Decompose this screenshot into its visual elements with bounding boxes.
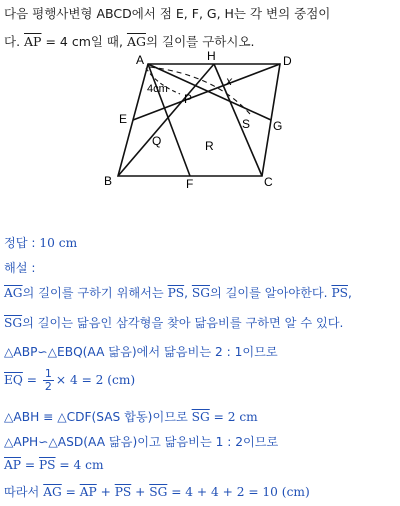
text: =	[22, 373, 41, 387]
segment-ps: $\overline{PS}$	[114, 485, 132, 499]
text: 의 길이는 닮음인 삼각형을 찾아 닮음비를 구하면 알 수 있다.	[22, 316, 344, 330]
label-4cm: 4cm	[147, 83, 168, 95]
segment-sg: $\overline{SG}$	[191, 410, 210, 424]
segment-ap: $\overline{AP}$	[4, 458, 22, 472]
parallelogram-figure	[0, 40, 400, 240]
label-p: P	[184, 92, 193, 106]
label-s: S	[242, 117, 251, 131]
segment-ag: $\overline{AG}$	[4, 286, 23, 300]
fraction-numerator: 1	[44, 367, 52, 380]
segment-sg: $\overline{SG}$	[191, 286, 210, 300]
label-r: R	[205, 139, 214, 153]
label-e: E	[119, 112, 128, 126]
solution-line-6: △APH∽△ASD(AA 닮음)이고 닮음비는 1 : 2이므로	[4, 435, 279, 449]
label-h: H	[207, 49, 216, 63]
segment-ps: $\overline{PS}$	[331, 286, 348, 300]
label-f: F	[186, 177, 194, 191]
text: = 4 + 4 + 2 = 10 (cm)	[167, 485, 310, 499]
solution-line-3: △ABP∽△EBQ(AA 닮음)에서 닮음비는 2 : 1이므로	[4, 345, 278, 359]
question-line-2-mid: = 4 cm일 때,	[41, 34, 127, 49]
text: = 2 cm	[209, 410, 258, 424]
text: +	[131, 485, 150, 499]
label-d: D	[283, 54, 292, 68]
label-q: Q	[152, 134, 162, 148]
segment-ag: $\overline{AG}$	[43, 485, 62, 499]
segment-ps: $\overline{PS}$	[38, 458, 56, 472]
label-g: G	[273, 119, 283, 133]
fraction-denominator: 2	[44, 380, 52, 393]
label-c: C	[264, 175, 273, 189]
question-line-2-pre: 다.	[4, 34, 25, 49]
fraction-half	[43, 368, 54, 393]
segment-sg: $\overline{SG}$	[149, 485, 168, 499]
answer-value: 10 cm	[39, 236, 78, 250]
solution-line-2	[4, 314, 343, 331]
text: △ABH ≡ △CDF(SAS 합동)이므로	[4, 410, 192, 424]
text: ,	[348, 286, 352, 300]
segment-ap: $\overline{AP}$	[24, 34, 42, 49]
segment-ps: $\overline{PS}$	[167, 286, 185, 300]
segment-sg: $\overline{SG}$	[4, 316, 23, 330]
text: ,	[184, 286, 192, 300]
solution-line-8	[4, 483, 310, 500]
explain-label: 해설 :	[4, 261, 36, 275]
text: =	[61, 485, 80, 499]
segment-eq: $\overline{EQ}$	[4, 373, 23, 387]
answer-row	[4, 234, 77, 251]
text: 의 길이를 알아야한다.	[209, 286, 332, 300]
question-line-2-post: 의 길이를 구하시오.	[145, 34, 255, 49]
text: +	[96, 485, 115, 499]
text: 의 길이를 구하기 위해서는	[22, 286, 168, 300]
solution-line-4	[4, 368, 135, 393]
segment-ap: $\overline{AP}$	[79, 485, 97, 499]
question-line-1: 다음 평행사변형 ABCD에서 점 E, F, G, H는 각 변의 중점이	[4, 6, 331, 21]
solution-line-5	[4, 408, 258, 425]
text: × 4 = 2 (cm)	[55, 373, 136, 387]
label-b: B	[104, 174, 113, 188]
solution-line-1	[4, 284, 352, 301]
label-x: x	[226, 74, 232, 88]
text: = 4 cm	[55, 458, 104, 472]
answer-label: 정답 :	[4, 236, 36, 250]
solution-line-7	[4, 458, 104, 472]
label-a: A	[136, 53, 145, 67]
text: =	[21, 458, 39, 472]
segment-ag: $\overline{AG}$	[126, 34, 146, 49]
text: 따라서	[4, 485, 44, 499]
